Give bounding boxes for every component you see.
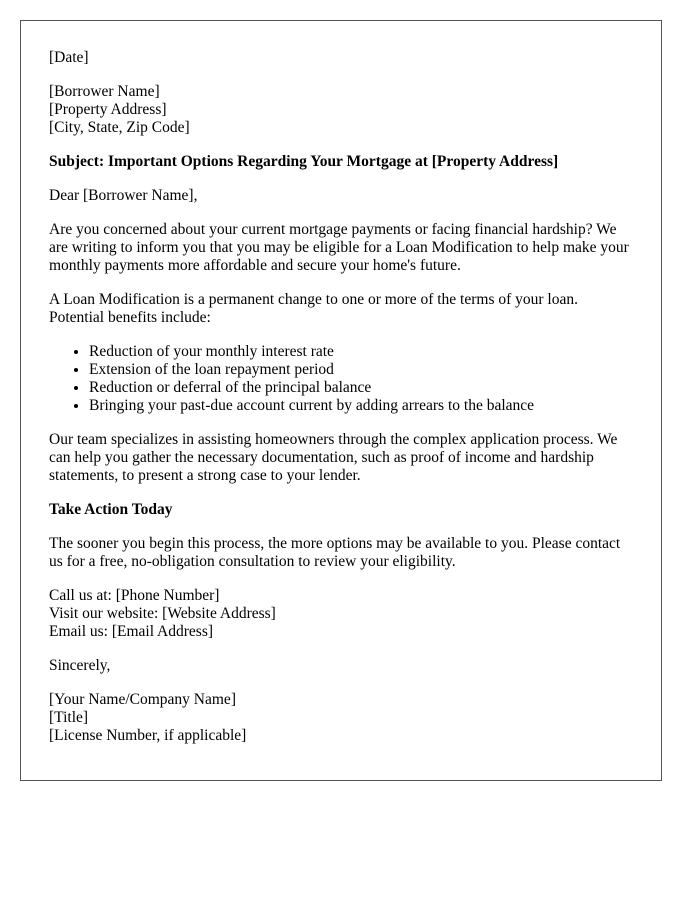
letter bbox=[20, 20, 662, 781]
recipient-name: [Borrower Name] bbox=[49, 83, 160, 100]
signature-license: [License Number, if applicable] bbox=[49, 727, 247, 744]
action-paragraph: The sooner you begin this process, the more options may be available to you. Please contact us for a free, no-obligation consultation to review your eligibility. bbox=[49, 535, 621, 570]
modification-paragraph: A Loan Modification is a permanent change to one or more of the terms of your loan. Potential benefits include: bbox=[49, 291, 578, 326]
date-block bbox=[49, 49, 633, 67]
recipient-address-block bbox=[49, 83, 633, 137]
contact-email: Email us: [Email Address] bbox=[49, 623, 214, 640]
contact-block bbox=[49, 587, 633, 641]
benefit-item: • Extension of the loan repayment period bbox=[89, 361, 633, 379]
action-heading: Take Action Today bbox=[49, 501, 173, 518]
contact-phone: Call us at: [Phone Number] bbox=[49, 587, 220, 604]
closing: Sincerely, bbox=[49, 657, 111, 674]
benefit-item: • Bringing your past-due account current by adding arrears to the balance bbox=[89, 397, 633, 415]
signature-name: [Your Name/Company Name] bbox=[49, 691, 236, 708]
team-paragraph: Our team specializes in assisting homeowners through the complex application process. We can help you gather the necessary documentation, such as proof of income and hardship statements, to present a strong case to your lender. bbox=[49, 431, 618, 484]
benefit-item: • Reduction or deferral of the principal balance bbox=[89, 379, 633, 397]
recipient-city-state-zip: [City, State, Zip Code] bbox=[49, 119, 190, 136]
greeting: Dear [Borrower Name], bbox=[49, 187, 198, 204]
benefit-item: • Reduction of your monthly interest rate bbox=[89, 343, 633, 361]
subject-line: Subject: Important Options Regarding Your Mortgage at [Property Address] bbox=[49, 153, 559, 170]
intro-paragraph: Are you concerned about your current mortgage payments or facing financial hardship? We are writing to inform you that you may be eligible for a Loan Modification to help make your monthly payments more affordable and secure your home's future. bbox=[49, 221, 629, 274]
recipient-address: [Property Address] bbox=[49, 101, 167, 118]
benefits-list bbox=[49, 343, 633, 415]
contact-website: Visit our website: [Website Address] bbox=[49, 605, 276, 622]
signature-block bbox=[49, 691, 633, 745]
signature-title: [Title] bbox=[49, 709, 89, 726]
letter-date: [Date] bbox=[49, 49, 89, 66]
